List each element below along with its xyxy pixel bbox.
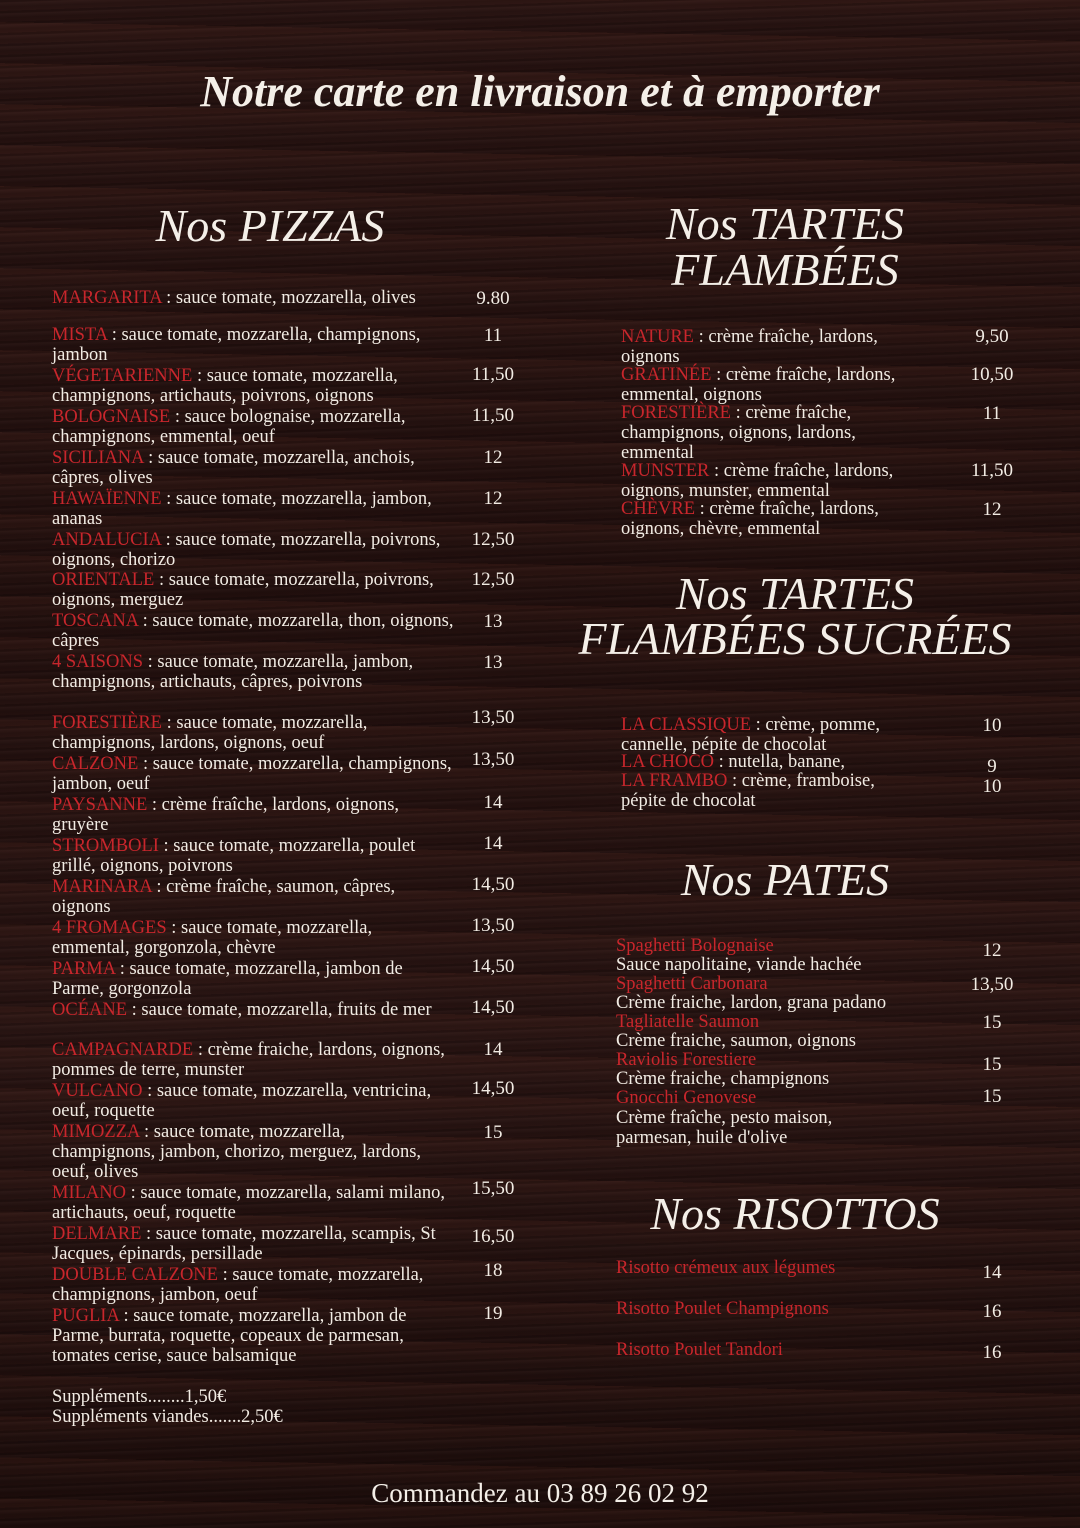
item-price: 16 [982,1342,1002,1363]
item-name: DOUBLE CALZONE [52,1265,218,1285]
item-price: 10 [982,776,1002,797]
item-desc: : sauce tomate, mozzarella, champignons, jambon, chorizo, merguez, lardons, oeuf, olives [52,1122,422,1182]
item-price: 14,50 [471,997,515,1018]
item-desc: : crème fraîche, lardons, oignons [621,327,878,367]
item-price: 12 [982,940,1002,961]
tarte-item-chevre [621,499,941,539]
item-name: Raviolis Forestiere [616,1050,757,1070]
item-price: 15 [982,1086,1002,1107]
item-price: 14 [483,833,503,854]
item-price: 13,50 [471,707,515,728]
item-price: 19 [483,1303,503,1324]
item-desc: : sauce tomate, mozzarella, jambon, champignons, artichauts, câpres, poivrons [52,652,414,692]
pizza-item-oceane [52,1000,452,1020]
item-price: 15,50 [471,1178,515,1199]
item-desc: : sauce tomate, mozzarella, champignons, jambon, oeuf [52,1265,424,1305]
item-name: LA CHOCO [621,752,715,772]
order-phone-footer: Commandez au 03 89 26 02 92 [371,1478,709,1508]
item-price: 14,50 [471,874,515,895]
page-title: Notre carte en livraison et à emporter [200,67,880,116]
item-price: 12 [483,488,503,509]
pizza-item-4-fromages [52,918,452,958]
item-desc: : sauce tomate, mozzarella, poulet grillé, oignons, poivrons [52,836,416,876]
item-name: Risotto crémeux aux légumes [616,1258,836,1278]
pizza-item-double-calzone [52,1265,452,1305]
item-price: 11,50 [471,364,515,385]
item-desc: : crème fraiche, lardons, oignons, pommes de terre, munster [52,1040,445,1080]
item-price: 13,50 [471,749,515,770]
item-name: MIMOZZA [52,1122,140,1142]
item-price: 15 [982,1012,1002,1033]
item-desc: Sauce napolitaine, viande hachée [616,955,862,975]
item-desc: Crème fraiche, lardon, grana padano [616,993,887,1013]
pizza-item-orientale [52,570,452,610]
item-price: 16 [982,1301,1002,1322]
item-name: MARINARA [52,877,152,897]
item-desc: : sauce bolognaise, mozzarella, champignons, emmental, oeuf [52,407,406,447]
item-name: NATURE [621,327,694,347]
item-price: 11 [982,403,1002,424]
item-name: BOLOGNAISE [52,407,171,427]
item-price: 11,50 [471,405,515,426]
item-name: CALZONE [52,754,139,774]
pizza-item-toscana [52,611,457,651]
item-name: Tagliatelle Saumon [616,1012,760,1032]
item-price: 9 [987,756,997,777]
item-desc: : crème fraîche, lardons, oignons, munster, emmental [621,461,894,501]
tartes-heading-line1: Nos TARTES [665,198,905,249]
pizza-item-bolognaise [52,407,457,447]
item-name: STROMBOLI [52,836,159,856]
item-name: Spaghetti Bolognaise [616,936,774,956]
item-price: 15 [982,1054,1002,1075]
item-desc: : crème fraîche, champignons, oignons, lardons, emmental [621,403,856,463]
pizza-item-vulcano [52,1081,452,1121]
item-price: 11 [483,325,503,346]
item-name: HAWAÏENNE [52,489,162,509]
item-name: TOSCANA [52,611,139,631]
item-price: 11,50 [970,460,1014,481]
pizza-item-paysanne [52,795,457,835]
item-price: 14 [982,1262,1002,1283]
item-name: MUNSTER [621,461,710,481]
item-desc: : sauce tomate, mozzarella, salami milano, artichauts, oeuf, roquette [52,1183,445,1223]
item-desc: : sauce tomate, mozzarella, jambon de Parme, gorgonzola [52,959,403,999]
item-name: DELMARE [52,1224,142,1244]
item-name: Risotto Poulet Champignons [616,1299,829,1319]
item-price: 12,50 [471,569,515,590]
item-name: SICILIANA [52,448,144,468]
item-name: CAMPAGNARDE [52,1040,194,1060]
item-price: 10,50 [970,364,1014,385]
item-name: VULCANO [52,1081,143,1101]
item-name: Risotto Poulet Tandori [616,1340,783,1360]
pizza-item-milano [52,1183,452,1223]
item-desc: : sauce tomate, mozzarella, champignons, lardons, oignons, oeuf [52,713,368,753]
pizza-item-parma [52,959,457,999]
pizza-item-calzone [52,754,452,794]
item-price: 13 [483,652,503,673]
item-price: 13 [483,611,503,632]
pizza-item-stromboli [52,836,452,876]
pizza-item-andalucia [52,530,452,570]
pizza-item-hawaienne [52,489,452,529]
item-name: GRATINÉE [621,365,712,385]
item-name: MARGARITA [52,288,162,308]
pizza-item-forestiere [52,713,452,753]
tartes-heading-line2: FLAMBÉES [671,244,899,295]
pizza-item-siciliana [52,448,452,488]
item-price: 18 [483,1260,503,1281]
risottos-heading: Nos RISOTTOS [650,1188,940,1239]
tarte-item-gratinee [621,365,941,405]
item-name: LA CLASSIQUE [621,715,752,735]
item-price: 9.80 [476,288,510,309]
item-desc: : crème, pomme, cannelle, pépite de chocolat [621,715,880,755]
pizza-item-vegetarienne [52,366,457,406]
item-price: 9,50 [975,326,1009,347]
item-name: Gnocchi Genovese [616,1088,757,1108]
item-desc: : sauce tomate, mozzarella, jambon de Parme, burrata, roquette, copeaux de parmesan, tomates cerise, sauce balsamique [52,1306,407,1366]
pizza-item-delmare [52,1224,452,1264]
item-desc: : sauce tomate, mozzarella, champignons, artichauts, poivrons, oignons [52,366,398,406]
item-desc: : sauce tomate, mozzarella, ventricina, oeuf, roquette [52,1081,432,1121]
item-name: PAYSANNE [52,795,148,815]
item-name: PUGLIA [52,1306,119,1326]
item-desc: : sauce tomate, mozzarella, champignons, jambon [52,325,421,365]
pates-heading: Nos PATES [680,854,890,905]
pizza-item-puglia [52,1306,452,1366]
item-name: MILANO [52,1183,126,1203]
item-price: 13,50 [970,974,1014,995]
item-desc: : crème, framboise, pépite de chocolat [621,771,875,811]
item-desc: : sauce tomate, mozzarella, anchois, câpres, olives [52,448,415,488]
item-desc: : crème fraîche, lardons, oignons, chèvre, emmental [621,499,879,539]
item-price: 12 [483,447,503,468]
item-name: FORESTIÈRE [52,713,162,733]
item-desc: : sauce tomate, mozzarella, poivrons, oignons, merguez [52,570,434,610]
pizza-item-mimozza [52,1122,452,1182]
tarte-item-munster [621,461,941,501]
item-desc: : sauce tomate, mozzarella, poivrons, oignons, chorizo [52,530,441,570]
item-desc: : sauce tomate, mozzarella, thon, oignons, câpres [52,611,454,651]
item-price: 15 [483,1122,503,1143]
item-name: 4 SAISONS [52,652,143,672]
item-price: 12,50 [471,529,515,550]
item-name: LA FRAMBO [621,771,728,791]
pizza-item-mista [52,325,452,365]
item-price: 10 [982,715,1002,736]
item-price: 14 [483,1039,503,1060]
item-desc: : sauce tomate, mozzarella, scampis, St Jacques, épinards, persillade [52,1224,436,1264]
tarte-item-forestiere [621,403,921,463]
pizza-item-campagnarde [52,1040,452,1080]
item-desc: : sauce tomate, mozzarella, jambon, ananas [52,489,432,529]
item-name: CHÈVRE [621,499,695,519]
sucree-item-la-classique [621,715,921,755]
item-price: 14,50 [471,1078,515,1099]
item-name: Spaghetti Carbonara [616,974,768,994]
item-name: 4 FROMAGES [52,918,167,938]
pizza-item-4-saisons [52,652,452,692]
item-desc: : sauce tomate, mozzarella, champignons, jambon, oeuf [52,754,452,794]
pizzas-heading: Nos PIZZAS [155,200,385,251]
item-desc: : crème fraîche, lardons, emmental, oignons [621,365,896,405]
item-price: 16,50 [471,1226,515,1247]
item-desc: : crème fraîche, saumon, câpres, oignons [52,877,396,917]
item-name: VÉGETARIENNE [52,366,193,386]
item-price: 13,50 [471,915,515,936]
item-desc: Crème fraiche, saumon, oignons [616,1031,856,1051]
sucrees-heading-line2: FLAMBÉES SUCRÉES [578,613,1012,664]
supplements-line: Suppléments........1,50€ [52,1387,227,1407]
tarte-item-nature [621,327,941,367]
item-desc: : sauce tomate, mozzarella, olives [161,288,416,308]
item-name: OCÉANE [52,1000,128,1020]
pizza-item-marinara [52,877,457,917]
item-price: 14 [483,792,503,813]
sucree-item-la-frambo [621,771,921,811]
sucrees-heading-line1: Nos TARTES [675,568,915,619]
item-name: FORESTIÈRE [621,403,731,423]
item-name: ORIENTALE [52,570,155,590]
item-name: PARMA [52,959,116,979]
item-name: MISTA [52,325,108,345]
supplements-viandes-line: Suppléments viandes.......2,50€ [52,1407,283,1427]
item-price: 12 [982,499,1002,520]
pizza-item-margarita [52,288,452,308]
sucree-item-la-choco [621,752,941,772]
item-name: ANDALUCIA [52,530,161,550]
item-desc: : crème fraîche, lardons, oignons, gruyère [52,795,400,835]
item-desc: : nutella, banane, [714,752,846,772]
item-desc: : sauce tomate, mozzarella, fruits de mer [127,1000,432,1020]
item-desc: : sauce tomate, mozzarella, emmental, gorgonzola, chèvre [52,918,373,958]
item-desc: Crème fraîche, pesto maison, parmesan, huile d'olive [616,1108,833,1148]
item-desc: Crème fraiche, champignons [616,1069,830,1089]
item-price: 14,50 [471,956,515,977]
